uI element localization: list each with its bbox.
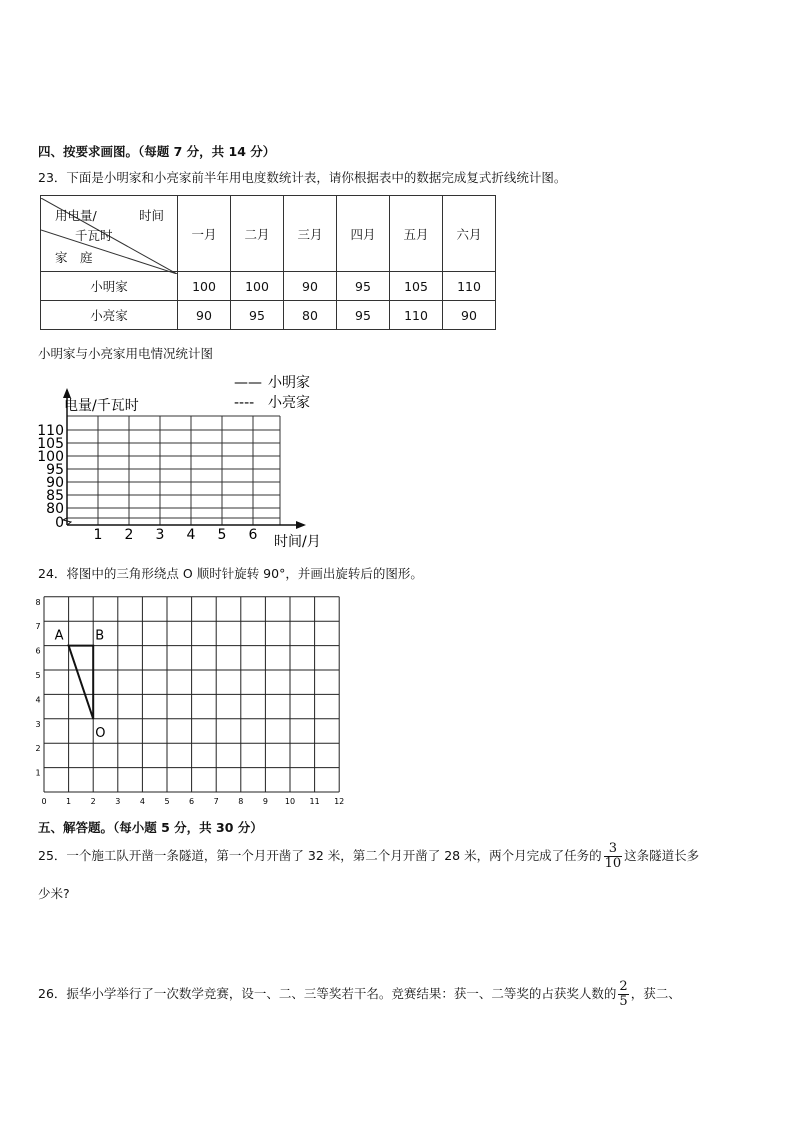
table-cell: 80 (284, 301, 337, 330)
month-header: 三月 (284, 196, 337, 272)
y-tick-label: 95 (46, 462, 64, 478)
fraction-3-10 (604, 842, 623, 871)
table-cell: 100 (231, 272, 284, 301)
x-tick-label: 1 (66, 797, 72, 806)
y-tick-label: 1 (35, 768, 41, 778)
y-origin-label: 0 (55, 515, 64, 531)
frac-den: 10 (604, 856, 622, 871)
y-tick-label: 85 (46, 488, 64, 504)
y-tick-label: 110 (37, 423, 64, 439)
triangle-shape (69, 646, 94, 719)
chart-x-ticks (94, 527, 258, 543)
x-tick-label: 5 (217, 527, 227, 543)
family-name: 小明家 (41, 272, 178, 301)
month-header: 二月 (231, 196, 284, 272)
x-tick-label: 10 (284, 797, 296, 806)
section-5-title: 五、解答题。（每小题 5 分，共 30 分） (38, 820, 263, 835)
y-tick-label: 8 (35, 597, 41, 607)
y-tick-label: 80 (46, 501, 64, 517)
legend-label-xiaoming: 小明家 (268, 375, 310, 391)
frac-num: 3 (604, 842, 623, 857)
usage-line-chart[interactable] (36, 368, 346, 553)
table-cell: 95 (337, 272, 390, 301)
header-top-right: 时间 (139, 207, 165, 223)
question-24-text: 24．将图中的三角形绕点 O 顺时针旋转 90°，并画出旋转后的图形。 (38, 566, 423, 581)
month-header: 四月 (337, 196, 390, 272)
chart-legend (234, 375, 310, 411)
table-cell: 105 (390, 272, 443, 301)
table-cell: 95 (337, 301, 390, 330)
question-26-text (38, 980, 681, 1009)
header-mid: 千瓦时 (75, 227, 113, 243)
y-axis-arrow (63, 388, 71, 398)
table-cell: 110 (443, 272, 496, 301)
table-cell: 100 (178, 272, 231, 301)
x-tick-label: 0 (41, 797, 47, 806)
legend-marker-dashed: ---- (234, 395, 255, 411)
x-tick-label: 12 (334, 797, 345, 806)
usage-table (40, 195, 496, 330)
x-tick-label: 4 (186, 527, 196, 543)
section-4-title: 四、按要求画图。（每题 7 分，共 14 分） (38, 144, 276, 159)
legend-marker-solid: —— (234, 375, 262, 391)
x-tick-label: 8 (238, 797, 244, 806)
chart-ylabel: 电量/千瓦时 (64, 398, 139, 414)
rotation-grid[interactable] (34, 592, 359, 808)
month-header: 一月 (178, 196, 231, 272)
x-tick-label: 5 (164, 797, 170, 806)
q25-text-after: 这条隧道长多 (624, 848, 700, 863)
x-tick-label: 3 (155, 527, 165, 543)
x-tick-label: 2 (124, 527, 134, 543)
table-cell: 95 (231, 301, 284, 330)
legend-label-xiaoliang: 小亮家 (268, 395, 310, 411)
table-cell: 110 (390, 301, 443, 330)
y-tick-label: 100 (37, 449, 64, 465)
header-bottom: 家 庭 (55, 249, 93, 265)
chart-caption: 小明家与小亮家用电情况统计图 (38, 346, 214, 361)
chart-grid (67, 416, 280, 525)
x-tick-label: 2 (90, 797, 96, 806)
y-tick-label: 105 (37, 436, 64, 452)
y-tick-label: 3 (35, 719, 41, 729)
y-tick-label: 90 (46, 475, 64, 491)
table-row (41, 272, 496, 301)
y-tick-label: 2 (35, 744, 41, 754)
point-a-label: A (54, 628, 64, 644)
chart-y-ticks (37, 423, 64, 531)
x-tick-label: 3 (115, 797, 121, 806)
family-name: 小亮家 (41, 301, 178, 330)
q26-text-after: ，获二、 (630, 986, 681, 1001)
grid-lines (44, 597, 339, 792)
x-tick-label: 11 (309, 797, 320, 806)
y-tick-label: 4 (35, 695, 41, 705)
header-top-left: 用电量/ (55, 207, 97, 223)
y-tick-label: 7 (35, 622, 41, 632)
question-23-text: 23．下面是小明家和小亮家前半年用电度数统计表，请你根据表中的数据完成复式折线统计图。 (38, 170, 567, 185)
month-header: 六月 (443, 196, 496, 272)
x-tick-label: 9 (262, 797, 268, 806)
table-cell: 90 (284, 272, 337, 301)
grid-x-ticks (41, 797, 344, 806)
x-tick-label: 4 (139, 797, 145, 806)
x-tick-label: 6 (189, 797, 195, 806)
q25-text-before: 25．一个施工队开凿一条隧道，第一个月开凿了 32 米，第二个月开凿了 28 米，两个月完成了任务的 (38, 848, 602, 863)
x-tick-label: 7 (213, 797, 219, 806)
q26-text-before: 26．振华小学举行了一次数学竞赛，设一、二、三等奖若干名。竞赛结果：获一、二等奖的占获奖人数的 (38, 986, 617, 1001)
question-25-text (38, 842, 699, 871)
x-tick-label: 6 (248, 527, 258, 543)
y-tick-label: 6 (35, 646, 41, 656)
frac-den: 5 (619, 994, 628, 1009)
table-cell: 90 (178, 301, 231, 330)
table-row (41, 301, 496, 330)
x-axis-arrow (296, 521, 306, 529)
table-cell: 90 (443, 301, 496, 330)
point-o-label: O (95, 725, 106, 741)
frac-num: 2 (619, 979, 628, 994)
fraction-2-5 (618, 980, 628, 1009)
table-header-diagonal-cell (41, 196, 178, 272)
month-header: 五月 (390, 196, 443, 272)
grid-y-ticks (35, 598, 40, 778)
chart-xlabel: 时间/月 (274, 534, 321, 550)
question-25-line2: 少米? (38, 886, 70, 901)
x-tick-label: 1 (93, 527, 103, 543)
y-tick-label: 5 (35, 671, 41, 680)
point-b-label: B (95, 628, 105, 644)
